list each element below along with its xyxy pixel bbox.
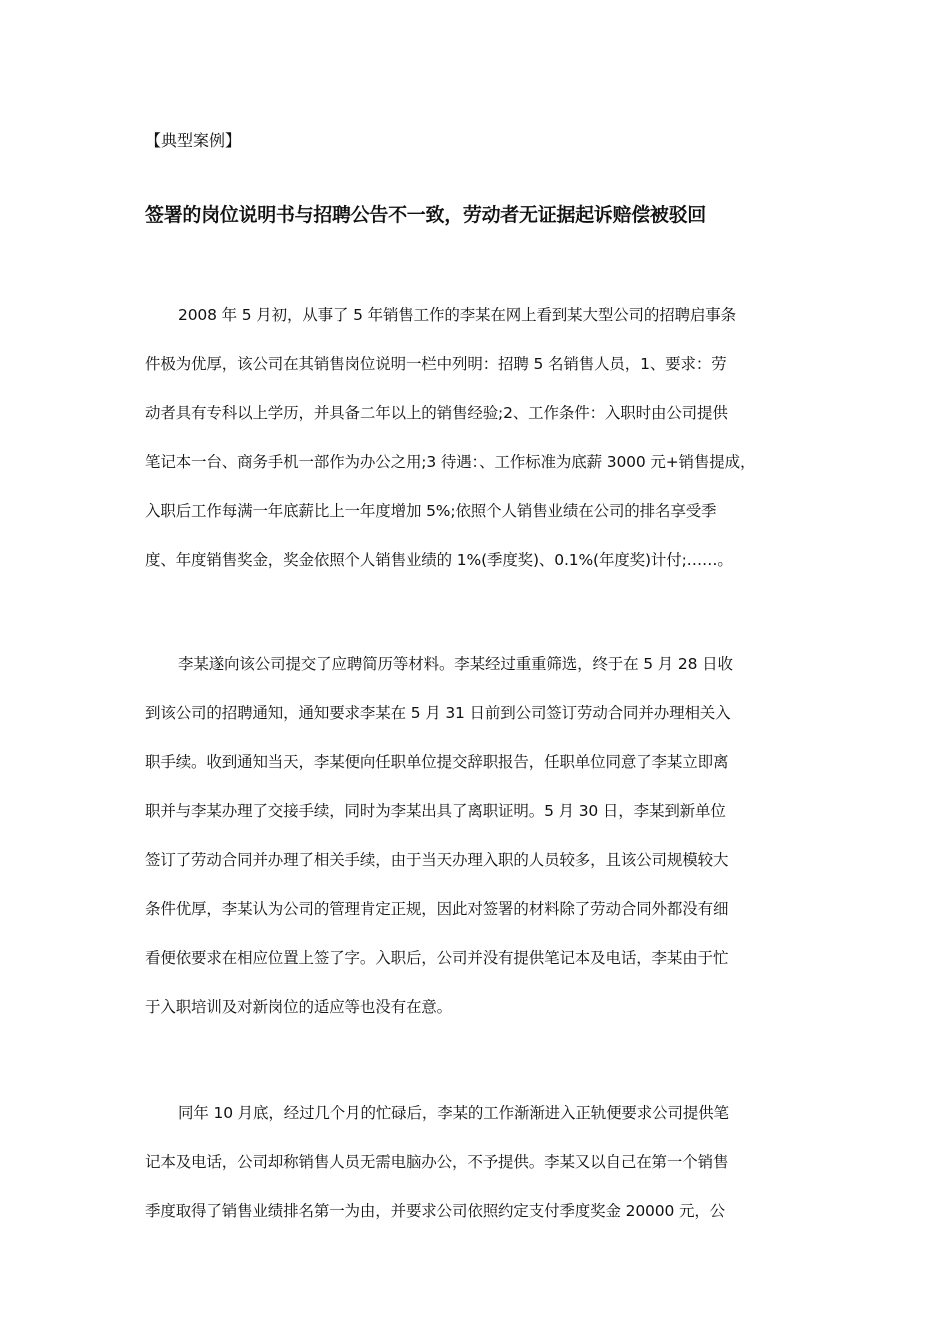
case-type-label: 【典型案例】 (145, 131, 242, 150)
paragraph-line: 签订了劳动合同并办理了相关手续，由于当天办理入职的人员较多，且该公司规模较大 (145, 851, 729, 869)
paragraph-line: 季度取得了销售业绩排名第一为由，并要求公司依照约定支付季度奖金 20000 元，公 (145, 1202, 726, 1220)
paragraph-line: 2008 年 5 月初，从事了 5 年销售工作的李某在网上看到某大型公司的招聘启事条 (178, 306, 737, 324)
paragraph-3 (145, 1098, 810, 1245)
paragraph-1 (145, 300, 810, 594)
paragraph-line: 同年 10 月底，经过几个月的忙碌后，李某的工作渐渐进入正轨便要求公司提供笔 (178, 1104, 729, 1122)
case-title: 签署的岗位说明书与招聘公告不一致，劳动者无证据起诉赔偿被驳回 (145, 204, 707, 226)
paragraph-line: 看便依要求在相应位置上签了字。入职后，公司并没有提供笔记本及电话，李某由于忙 (145, 949, 729, 967)
paragraph-line: 职手续。收到通知当天，李某便向任职单位提交辞职报告，任职单位同意了李某立即离 (145, 753, 729, 771)
paragraph-line: 记本及电话，公司却称销售人员无需电脑办公，不予提供。李某又以自己在第一个销售 (145, 1153, 729, 1171)
paragraph-2 (145, 649, 810, 1041)
paragraph-line: 件极为优厚，该公司在其销售岗位说明一栏中列明：招聘 5 名销售人员，1、要求：劳 (145, 355, 727, 373)
paragraph-line: 入职后工作每满一年底薪比上一年度增加 5%;依照个人销售业绩在公司的排名享受季 (145, 502, 717, 520)
paragraph-line: 度、年度销售奖金，奖金依照个人销售业绩的 1%(季度奖)、0.1%(年度奖)计付;……。 (145, 551, 733, 569)
paragraph-line: 职并与李某办理了交接手续，同时为李某出具了离职证明。5 月 30 日，李某到新单位 (145, 802, 726, 820)
paragraph-line: 条件优厚，李某认为公司的管理肯定正规，因此对签署的材料除了劳动合同外都没有细 (145, 900, 729, 918)
paragraph-line: 动者具有专科以上学历，并具备二年以上的销售经验;2、工作条件：入职时由公司提供 (145, 404, 728, 422)
paragraph-line: 到该公司的招聘通知，通知要求李某在 5 月 31 日前到公司签订劳动合同并办理相关入 (145, 704, 731, 722)
paragraph-line: 李某遂向该公司提交了应聘简历等材料。李某经过重重筛选，终于在 5 月 28 日收 (178, 655, 733, 673)
paragraph-line: 于入职培训及对新岗位的适应等也没有在意。 (145, 998, 453, 1016)
paragraph-line: 笔记本一台、商务手机一部作为办公之用;3 待遇：、工作标准为底薪 3000 元+销售提成， (145, 453, 756, 471)
